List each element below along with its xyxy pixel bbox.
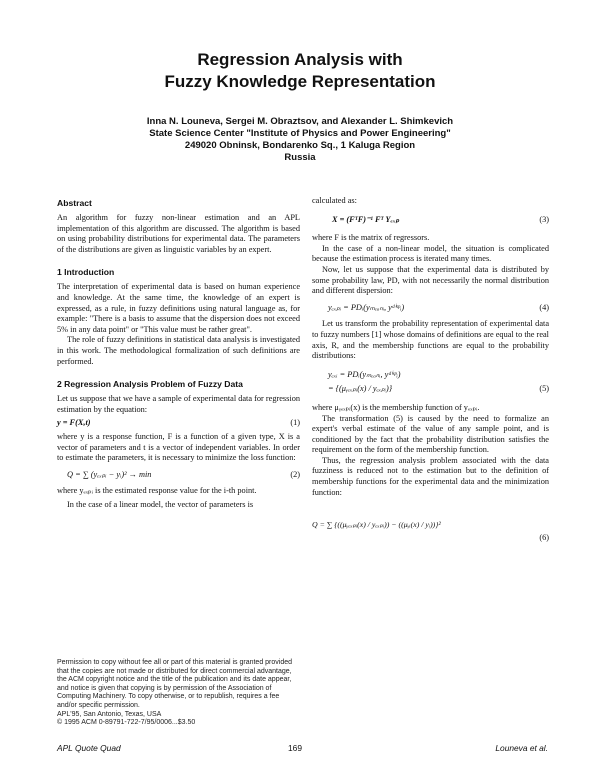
paper-title-line2: Fuzzy Knowledge Representation: [164, 72, 436, 91]
right-paragraph5: where μᵧₑₓₚᵢ(x) is the membership function of yₑₓₚᵢ.: [312, 402, 480, 412]
left-column: [57, 198, 300, 510]
equation-3: [332, 215, 549, 226]
author-institute: State Science Center "Institute of Physics and Power Engineering": [149, 128, 451, 139]
right-column: [312, 196, 549, 543]
right-paragraph4: Let us transform the probability representation of experimental data to fuzzy numbers [1] whose domains of definitions are equal to the real axis, R, and the membership functions are equal to the probability distributions:: [312, 319, 549, 361]
footer-journal: APL Quote Quad: [57, 743, 121, 753]
equation-2: [67, 470, 300, 481]
equation-6: Q = ∑ {((μᵧₑₓₚᵢ(x) / yₑₓₚᵢ)) − ((μᵧᵢ(x) / yᵢ))}²: [312, 520, 441, 530]
section2-paragraph2: where y is a response function, F is a function of a given type, X is a vector of parameters and t is a vector of independent variables. In order to estimate the parameters, it is necessary to minimize the loss function:: [57, 431, 300, 463]
equation-6-number: (6): [539, 532, 549, 542]
author-country: Russia: [284, 152, 316, 163]
permission-notice: [57, 659, 300, 728]
section2-paragraph4: In the case of a linear model, the vector of parameters is: [67, 499, 254, 509]
abstract-heading: Abstract: [57, 198, 92, 208]
equation-1: [57, 418, 300, 429]
equation-4-number: (4): [539, 302, 549, 312]
equation-3-body: X = (FᵀF)⁻¹ Fᵀ Yₑₓₚ: [332, 214, 400, 224]
permission-copyright: © 1995 ACM 0-89791-722-7/95/0006...$3.50: [57, 719, 196, 727]
right-paragraph6: The transformation (5) is caused by the need to formalize an expert's verbal estimate of the value of any sample point, and is conditioned by the fact that the probability distribution satisfies the requirement on the form of the membership function.: [312, 413, 549, 455]
footer-page-number: 169: [288, 743, 302, 753]
section2-paragraph3: where yₑₓₚᵢ is the estimated response value for the i-th point.: [57, 486, 257, 496]
paper-title-line1: Regression Analysis with: [197, 50, 403, 69]
section1-paragraph2: The role of fuzzy definitions in statistical data analysis is investigated in this work. The methodological formalization of such definitions are performed.: [57, 335, 300, 366]
equation-4: [328, 303, 549, 314]
equation-5b: = {(μᵧₑₓₚᵢ(x) / yₑₓₚᵢ)}: [328, 384, 393, 394]
equation-4-body: yₑₓₚᵢ = PDᵢ(yₘₑₐₙᵢ, yᵈⁱˢᵖᵢ): [328, 302, 405, 312]
section1-heading: 1 Introduction: [57, 267, 115, 278]
footer-authors: Louneva et al.: [495, 743, 548, 753]
right-paragraph3: Now, let us suppose that the experimental data is distributed by some probability law, PD, with not necessarily the normal distribution and different dispersion:: [312, 264, 549, 296]
permission-text: Permission to copy without fee all or part of this material is granted provided that the copies are not made or distributed for direct commercial advantage, the ACM copyright notice and the title of the publication and its date appear, and notice is given that copying is by permission of the Association of Computing Machinery. To copy otherwise, or to republish, requires a fee and/or specific permission.: [57, 659, 293, 709]
permission-venue: APL'95, San Antonio, Texas, USA: [57, 710, 162, 718]
equation-2-number: (2): [290, 469, 300, 479]
section2-paragraph1: Let us suppose that we have a sample of experimental data for regression estimation by the equation:: [57, 394, 300, 414]
section1-paragraph1: The interpretation of experimental data is based on human experience and knowledge. At the same time, the knowledge of an expert is expressed, as a rule, in fuzzy definitions using natural language as, for example: "There is a basis to assume that the dispersion does not exceed 5% in any data point" or "This value must be rather great".: [57, 282, 300, 334]
equation-5a: yₑₓᵢ = PDᵢ(yₘₑₐₙᵢ, yᵈⁱˢᵖᵢ): [328, 369, 401, 379]
equation-3-number: (3): [539, 214, 549, 224]
section2-heading: 2 Regression Analysis Problem of Fuzzy Data: [57, 379, 243, 390]
right-paragraph0: calculated as:: [312, 196, 357, 205]
author-names: Inna N. Louneva, Sergei M. Obraztsov, and Alexander L. Shimkevich: [146, 116, 454, 127]
right-paragraph2: In the case of a non-linear model, the situation is complicated because the estimation process is iterated many times.: [312, 243, 549, 264]
equation-5-number: (5): [539, 384, 549, 394]
equation-1-body: y = F(X,t): [57, 418, 91, 428]
abstract-text: An algorithm for fuzzy non-linear estimation and an APL implementation of this algorithm are discussed. The algorithm is based on using probability distributions for experimental data. The parameters of the distributions are given as linguistic variables by an expert.: [57, 213, 300, 254]
equation-1-number: (1): [290, 418, 300, 428]
equation-2-body: Q = ∑ (yₑₓₚᵢ − yᵢ)² → min: [67, 469, 152, 479]
right-paragraph1: where F is the matrix of regressors.: [312, 233, 430, 243]
author-address: 249020 Obninsk, Bondarenko Sq., 1 Kaluga Region: [184, 140, 416, 151]
equation-5: [328, 384, 549, 395]
right-paragraph7: Thus, the regression analysis problem associated with the data fuzziness is reduced not to the estimation but to the definition of membership functions for the experimental data and the minimization function:: [312, 455, 549, 497]
